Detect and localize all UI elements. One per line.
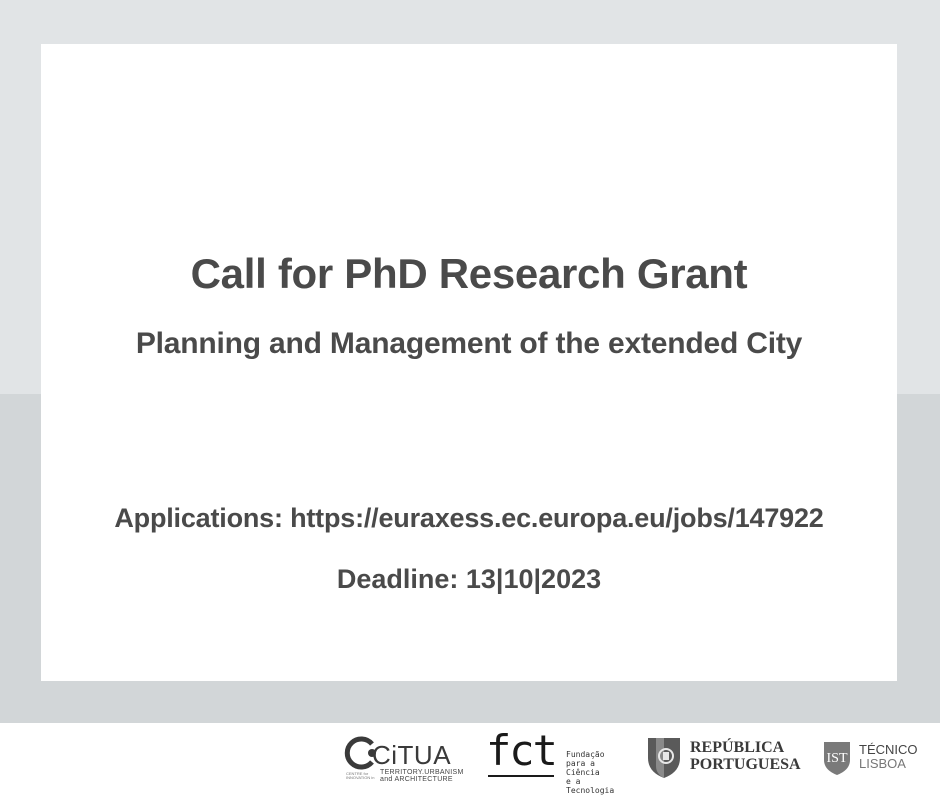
- fct-wordmark: fct: [486, 726, 556, 775]
- citua-subtitle: TERRITORY.URBANISM and ARCHITECTURE: [380, 769, 464, 783]
- republica-wordmark: REPÚBLICA PORTUGUESA: [690, 739, 801, 773]
- tecnico-wordmark: TÉCNICO LISBOA: [859, 742, 918, 771]
- fct-caption: Fundação para a Ciência e a Tecnologia: [566, 750, 615, 795]
- republica-emblem-icon: [646, 736, 682, 780]
- page-title: Call for PhD Research Grant: [190, 250, 748, 297]
- fct-logo: [486, 726, 632, 795]
- fct-underline: [488, 775, 554, 777]
- subtitle: Planning and Management of the extended City: [135, 327, 803, 360]
- citua-tiny-text: CENTRE for INNOVATION in: [346, 771, 375, 780]
- deadline-text: Deadline: 13|10|2023: [336, 564, 602, 594]
- citua-wordmark: CiTUA: [372, 740, 452, 770]
- tecnico-lisboa-logo: [822, 740, 918, 780]
- svg-text:IST: IST: [826, 751, 848, 766]
- applications-link[interactable]: Applications: https://euraxess.ec.europa.eu/jobs/147922: [114, 503, 824, 533]
- citua-logo: [344, 732, 466, 784]
- tecnico-shield-icon: [822, 740, 852, 776]
- republica-portuguesa-logo: [646, 736, 810, 782]
- announcement-card: [41, 44, 897, 681]
